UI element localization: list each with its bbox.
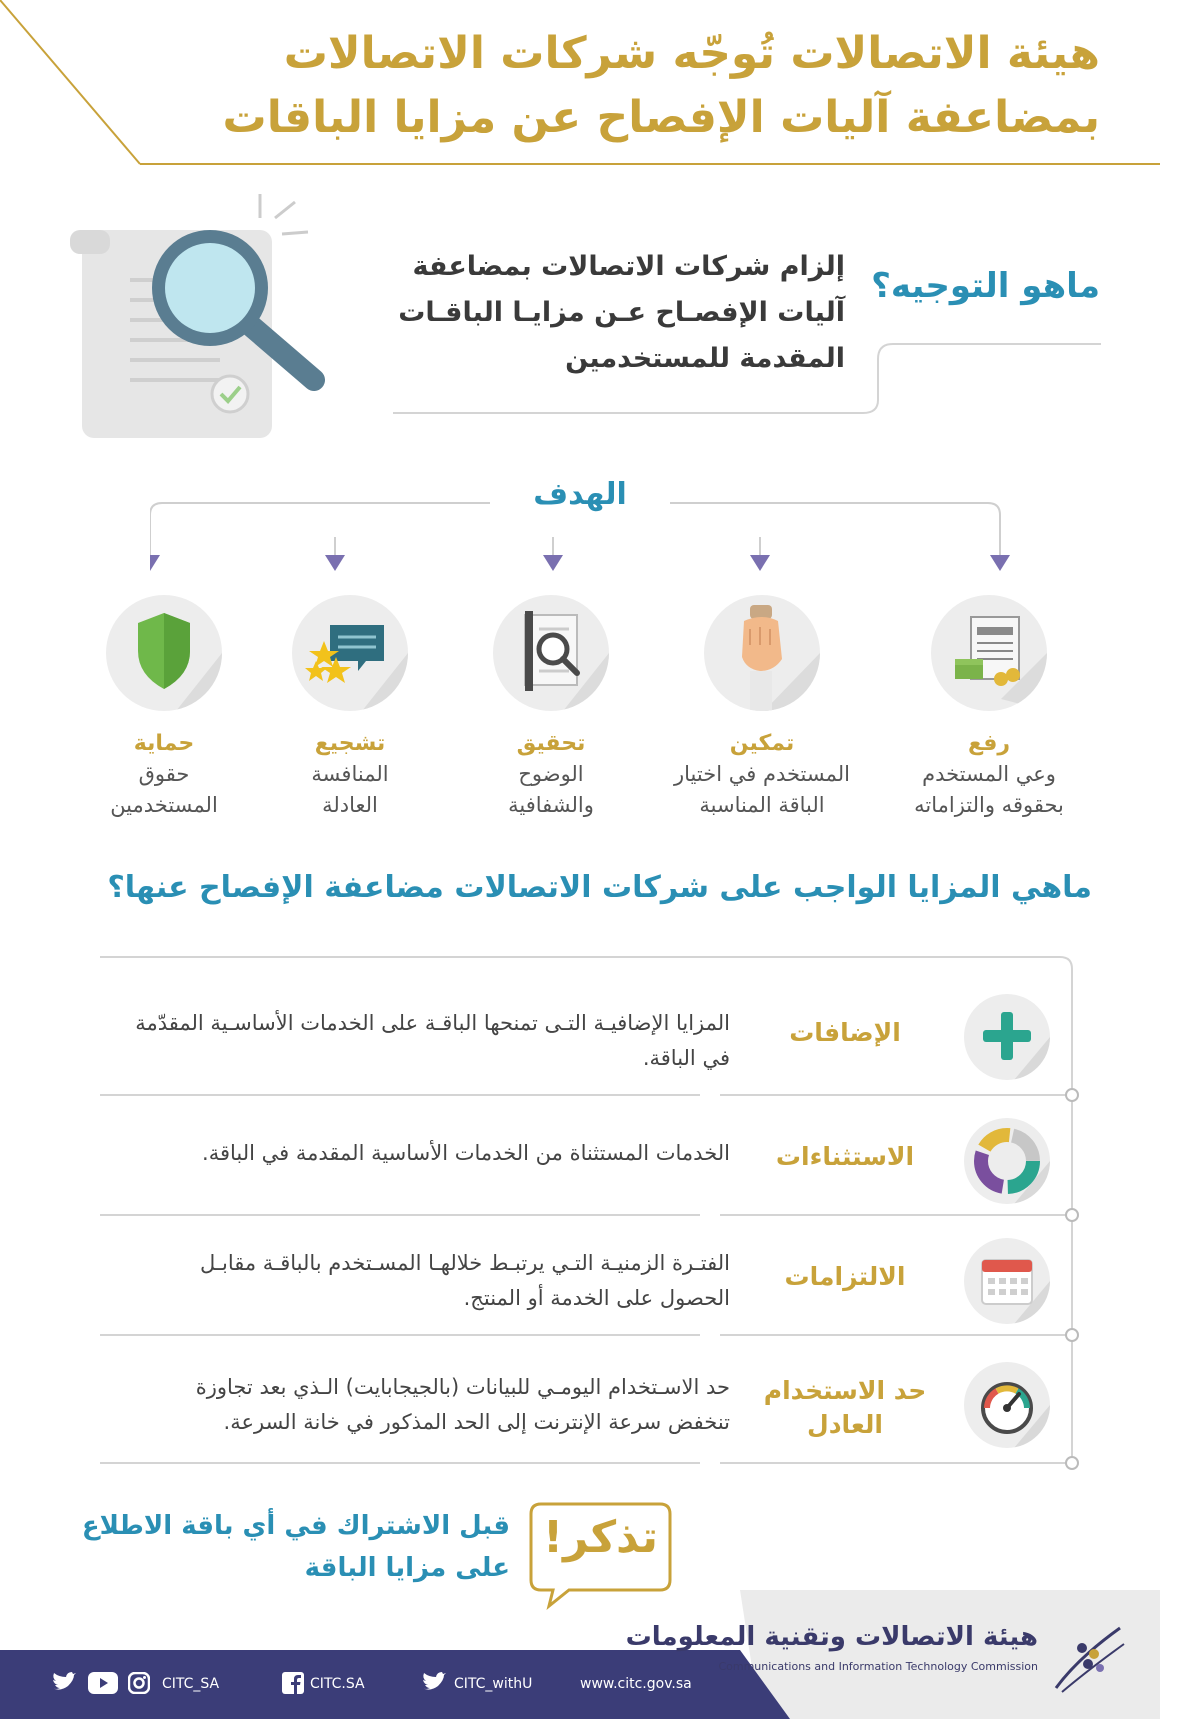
goal-head: حماية [133, 731, 195, 756]
hand-pointer-icon [704, 595, 820, 711]
goal-head: رفع [967, 731, 1011, 756]
magnifier-document-icon [70, 190, 370, 450]
youtube-icon[interactable] [88, 1672, 118, 1698]
feature-row [100, 1352, 1100, 1472]
logo-arabic: هيئة الاتصالات وتقنية المعلومات [625, 1622, 1038, 1652]
goal-head: تشجيع [314, 731, 386, 756]
features-question: ماهي المزايا الواجب على شركات الاتصالات مضاعفة الإفصاح عنها؟ [107, 870, 1092, 905]
feature-name: الاستثناءات [775, 1142, 915, 1171]
facebook-icon[interactable] [282, 1672, 304, 1698]
goal-head: تحقيق [516, 731, 586, 756]
header-decor-line [0, 0, 180, 170]
feature-row [100, 1112, 1100, 1222]
feature-name: الإضافات [789, 1018, 901, 1047]
goal-item [451, 595, 651, 821]
feature-row [100, 990, 1100, 1100]
plus-icon [964, 994, 1050, 1080]
goal-item [64, 595, 264, 821]
pie-chart-icon [964, 1118, 1050, 1204]
goal-item [662, 595, 862, 821]
goal-body: حقوق المستخدمين [110, 762, 218, 817]
page-title-line1: هيئة الاتصالات تُوجّه شركات الاتصالات [283, 28, 1100, 79]
footer-handle-twitter[interactable]: CITC_withU [454, 1676, 533, 1692]
footer-handle-facebook[interactable]: CITC.SA [310, 1676, 365, 1692]
goal-body: المستخدم في اختيار الباقة المناسبة [674, 762, 850, 817]
goals-title: الهدف [533, 477, 627, 512]
logo-english: Communications and Information Technology Commission [718, 1660, 1038, 1673]
shield-icon [106, 595, 222, 711]
speedometer-icon [964, 1362, 1050, 1448]
feature-row [100, 1232, 1100, 1342]
rating-chat-icon [292, 595, 408, 711]
citc-logo-icon [1048, 1618, 1128, 1702]
footer-background [0, 1590, 1200, 1719]
footer-handle-instagram[interactable]: CITC_SA [162, 1676, 220, 1692]
directive-text: إلزام شركات الاتصالات بمضاعفة آليات الإفصـاح عـن مزايـا الباقـات المقدمة للمستخدمين [398, 251, 845, 374]
twitter-icon[interactable] [420, 1672, 446, 1698]
calendar-icon [964, 1238, 1050, 1324]
feature-desc: حد الاسـتخدام اليومـي للبيانات (بالجيجابايت) الـذي بعد تجاوزة تنخفض سرعة الإنترنت إلى الحد المذكور في خانة السرعة. [195, 1375, 730, 1434]
reminder-word: تذكر! [543, 1512, 658, 1563]
header-rule [140, 163, 1160, 165]
goal-body: وعي المستخدم بحقوقه والتزاماته [914, 762, 1064, 817]
directive-question: ماهو التوجيه؟ [871, 266, 1100, 306]
reminder-text: قبل الاشتراك في أي باقة الاطلاع على مزايا الباقة [81, 1511, 510, 1583]
goal-item [250, 595, 450, 821]
instagram-icon[interactable] [128, 1672, 150, 1698]
goal-body: الوضوح والشفافية [508, 762, 594, 817]
feature-desc: الخدمات المستثناة من الخدمات الأساسية المقدمة في الباقة. [202, 1141, 730, 1165]
bill-money-icon [931, 595, 1047, 711]
directive-frame [393, 340, 1101, 415]
feature-desc: المزايا الإضافيـة التـى تمنحها الباقـة على الخدمات الأساسـية المقدّمة في الباقة. [135, 1011, 730, 1070]
feature-name: الالتزامات [784, 1262, 906, 1291]
feature-name: حد الاستخدام العادل [763, 1376, 927, 1439]
goal-head: تمكين [729, 731, 795, 756]
goal-item [889, 595, 1089, 821]
document-search-icon [493, 595, 609, 711]
footer-website-link[interactable]: www.citc.gov.sa [580, 1676, 692, 1692]
feature-desc: الفتـرة الزمنيـة التـي يرتبـط خلالهـا المسـتخدم بالباقـة مقابـل الحصول على الخدمة أو المنتج. [199, 1251, 730, 1310]
page-title-line2: بمضاعفة آليات الإفصاح عن مزايا الباقات [222, 92, 1100, 143]
twitter-icon[interactable] [50, 1672, 76, 1698]
goal-body: المنافسة العادلة [311, 762, 389, 817]
